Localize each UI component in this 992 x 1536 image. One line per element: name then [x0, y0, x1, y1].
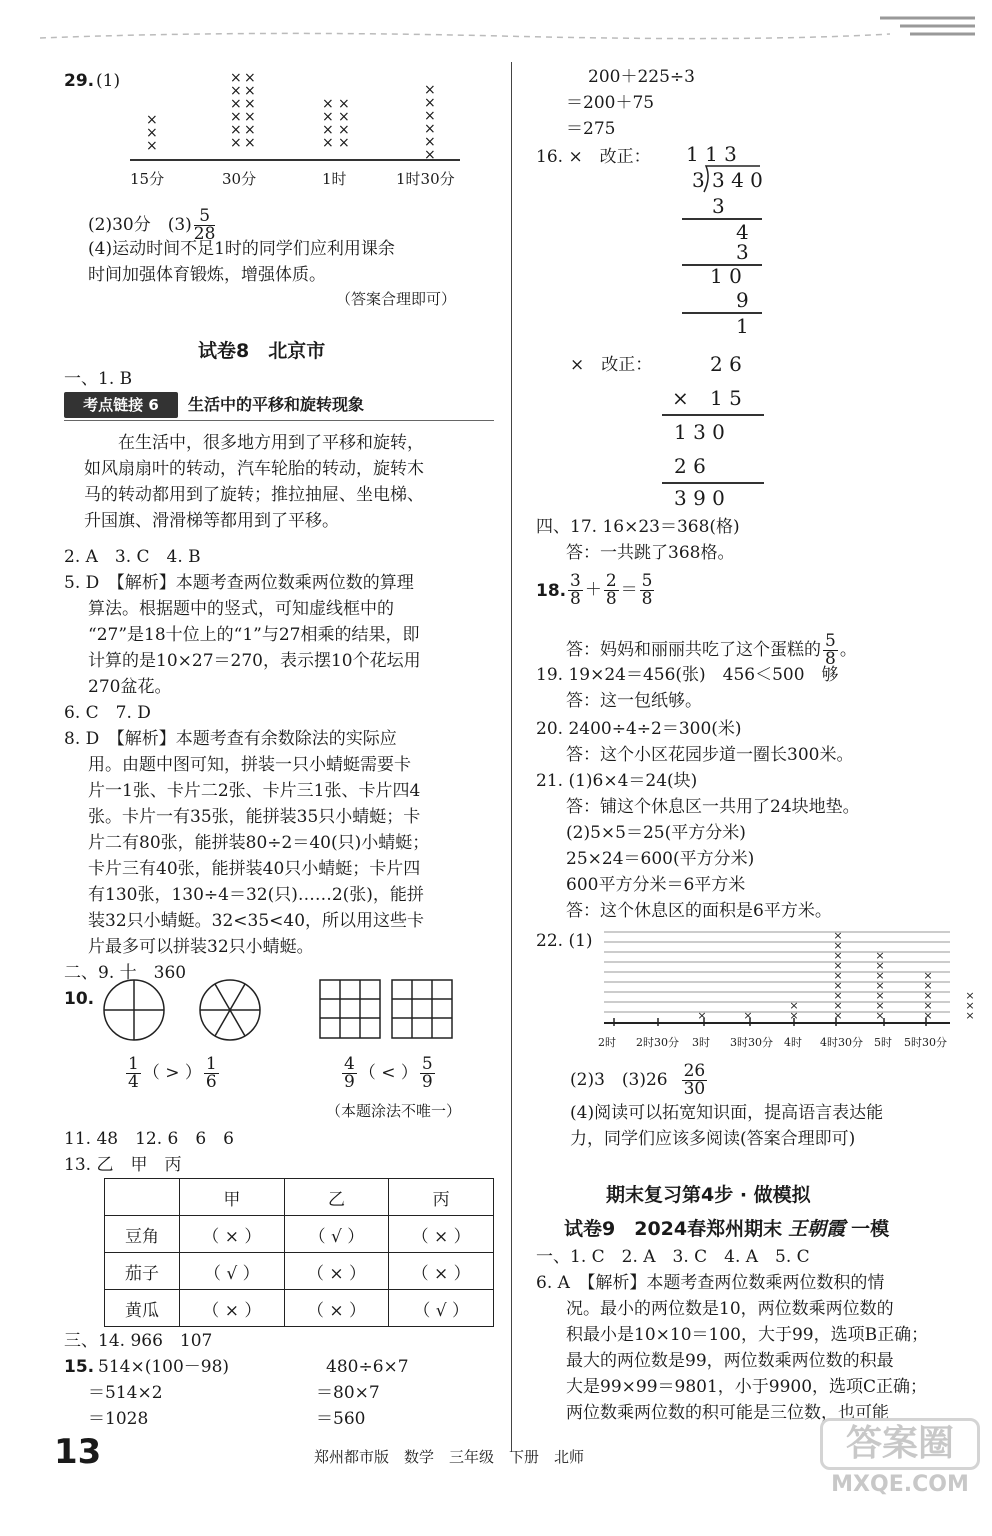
- q22-axis-labels: [598, 1034, 958, 1050]
- mul-a: 2 6: [710, 352, 742, 376]
- q13-cell: （ × ）: [284, 1253, 389, 1290]
- div-divisor: 3: [692, 168, 705, 192]
- q21-line-3: (2)5×5＝25(平方分米): [566, 823, 746, 843]
- q22-mark: ×: [875, 979, 885, 992]
- q22-mark: ×: [743, 1009, 753, 1022]
- q29-part2-text: (2)30分 (3): [88, 215, 192, 235]
- q22-axis-label: 2时: [598, 1036, 616, 1049]
- q22-part4-line1: (4)阅读可以拓宽知识面，提高语言表达能: [570, 1103, 884, 1123]
- q22-mark: ×: [833, 939, 843, 952]
- q13-row: [105, 1216, 494, 1253]
- q21-line-2: 答：铺这个休息区一共用了24块地垫。: [566, 797, 860, 817]
- q10-c2-a: [342, 1056, 357, 1091]
- div-step-1: 3: [712, 194, 725, 218]
- div-step-6: 1: [736, 314, 749, 338]
- exam9-suffix: 一模: [851, 1218, 890, 1240]
- q17-answer: 答：一共跳了368格。: [566, 543, 735, 563]
- kp-line-3: 马的转动都用到了旋转；推拉抽屉、坐电梯、: [84, 485, 424, 505]
- q22-mark: ×: [833, 959, 843, 972]
- q8-line-4: 张。卡片一有35张，能拼装35只小蜻蜓；卡: [88, 807, 421, 827]
- mul-b: 1 5: [710, 386, 742, 410]
- q13-cell: （ × ）: [180, 1216, 285, 1253]
- q22-axis-label: 3时30分: [730, 1036, 773, 1049]
- q22-dot-plot: [604, 926, 975, 1030]
- q15-a-3: ＝1028: [88, 1409, 149, 1429]
- mul-result: 3 9 0: [674, 486, 725, 510]
- q13-row: [105, 1253, 494, 1290]
- q13-cell: （ × ）: [389, 1253, 494, 1290]
- q29-part1: (1): [96, 71, 121, 91]
- q22-mark: ×: [875, 969, 885, 982]
- q29-mark: × × × × × ×: [230, 70, 242, 151]
- q8-line-8: 装32只小蜻蜓。32<35<40，所以用这些卡: [88, 911, 425, 931]
- q15-b-1: 480÷6×7: [326, 1357, 409, 1377]
- q18-c-n: 5: [641, 571, 653, 591]
- q21-line-4: 25×24＝600(平方分米): [566, 849, 755, 869]
- q18-b-d: 8: [605, 589, 617, 609]
- q22-mark: ×: [833, 969, 843, 982]
- kp-line-2: 如风扇扇叶的转动，汽车轮胎的转动，旋转木: [84, 459, 424, 479]
- q15-a-1: 514×(100－98): [98, 1357, 230, 1377]
- q22-mark: ×: [923, 999, 933, 1012]
- q5-line-4: 计算的是10×27＝270，表示摆10个花坛用: [88, 651, 421, 671]
- q18-answer-frac-d: 8: [825, 649, 836, 669]
- q22-mark: ×: [923, 989, 933, 1002]
- q22-frac-n: 26: [683, 1061, 706, 1081]
- div-step-5: 9: [736, 288, 749, 312]
- q22-mark: ×: [875, 959, 885, 972]
- q29-axis-1h: 1时: [322, 170, 347, 188]
- q22-axis-label: 4时: [784, 1036, 802, 1049]
- q29-frac-n: 5: [194, 208, 216, 226]
- q13-cell: （ × ）: [180, 1290, 285, 1327]
- q10-c1-a-d: 4: [128, 1072, 139, 1092]
- q18-a-n: 3: [570, 571, 581, 591]
- watermark-text: 答案圈: [820, 1418, 980, 1470]
- q16-x2: × 改正：: [570, 355, 653, 375]
- q22-svg: [604, 926, 975, 1030]
- kp-tag: 考点链接 6: [64, 392, 178, 418]
- q22-axis-label: 4时30分: [820, 1036, 863, 1049]
- q22-mark: ×: [789, 1009, 799, 1022]
- q22-mark: ×: [965, 989, 975, 1002]
- q22-mark: ×: [875, 989, 885, 1002]
- mul-line: [662, 482, 764, 484]
- exam9-brand: 王朝霞: [788, 1218, 846, 1240]
- mul-line: [662, 414, 764, 416]
- q21-line-5: 600平方分米＝6平方米: [566, 875, 746, 895]
- q1-answer: 一、1. B: [64, 369, 133, 389]
- q10-c1-a-n: 1: [128, 1054, 139, 1074]
- q15-b-2: ＝80×7: [316, 1383, 380, 1403]
- div-line: [682, 218, 762, 220]
- r-q6-line-6: 两位数乘两位数的积可能是三位数，也可能: [566, 1403, 889, 1423]
- r-q6-line-3: 积最小是10×10＝100，大于99，选项B正确；: [566, 1325, 929, 1345]
- q10-c2-b: [420, 1056, 435, 1091]
- q16-label: 16. × 改正：: [536, 147, 651, 167]
- q29-frac-d: 28: [193, 224, 216, 244]
- header-wave: [0, 0, 992, 48]
- q8-line-7: 有130张，130÷4＝32(只)……2(张)，能拼: [88, 885, 424, 905]
- q29-axis-line: [130, 159, 460, 161]
- q19: 19. 19×24＝456(张) 456＜500 够: [536, 665, 839, 685]
- q22-mark: ×: [833, 949, 843, 962]
- q22-mark: ×: [833, 989, 843, 1002]
- q18-answer-end: 。: [839, 640, 857, 660]
- footer-info: 郑州都市版 数学 三年级 下册 北师: [314, 1448, 585, 1466]
- q29-part4-line1: (4)运动时间不足1时的同学们应利用课余: [88, 239, 395, 259]
- q22-axis-label: 2时30分: [636, 1036, 679, 1049]
- q13-row: [105, 1290, 494, 1327]
- q19-answer: 答：这一包纸够。: [566, 691, 702, 711]
- q10-grids: [318, 978, 468, 1040]
- q8-line-1: 8. D 【解析】本题考查有余数除法的实际应: [64, 729, 397, 749]
- q10-compare-1: [124, 1056, 221, 1091]
- watermark-url: MXQE.COM: [831, 1472, 969, 1497]
- q22-mark: ×: [923, 979, 933, 992]
- q10-c1-b-n: 1: [205, 1054, 217, 1074]
- q29-mark: × × × × × ×: [244, 70, 256, 151]
- column-divider: [511, 62, 512, 1452]
- q10-c1-b-d: 6: [205, 1072, 217, 1092]
- q13-col-head: 丙: [389, 1179, 494, 1216]
- q20: 20. 2400÷4÷2＝300(米): [536, 719, 742, 739]
- q22-mark: ×: [789, 999, 799, 1012]
- q10-c1-b: [204, 1056, 219, 1091]
- kp-underline: [64, 420, 494, 421]
- q22-mark: ×: [875, 949, 885, 962]
- q22-axis-label: 5时: [874, 1036, 892, 1049]
- q18-c-d: 8: [641, 589, 653, 609]
- q10-c1-a: [126, 1056, 141, 1091]
- q22-axis-label: 5时30分: [904, 1036, 947, 1049]
- q6-7-answers: 6. C 7. D: [64, 703, 151, 723]
- q10-label: 10.: [64, 989, 95, 1009]
- q11-12-answers: 11. 48 12. 6 6 6: [64, 1129, 234, 1149]
- q20-answer: 答：这个小区花园步道一圈长300米。: [566, 745, 854, 765]
- q22-mark: ×: [833, 1009, 843, 1022]
- q13-col-head: 甲: [180, 1179, 285, 1216]
- review-title: 期末复习第4步 · 做模拟: [606, 1184, 811, 1206]
- q18-a-d: 8: [570, 589, 581, 609]
- kp-line-4: 升国旗、滑滑梯等都用到了平移。: [84, 511, 339, 531]
- page-number: 13: [54, 1432, 102, 1472]
- q13-row-name: 茄子: [105, 1253, 180, 1290]
- q13-table: [104, 1178, 494, 1327]
- q22-mark: ×: [833, 999, 843, 1012]
- q2-4-answers: 2. A 3. C 4. B: [64, 547, 201, 567]
- exam9-title: [564, 1214, 889, 1241]
- q18-answer-frac-n: 5: [825, 631, 836, 651]
- div-dividend: 3 4 0: [712, 168, 763, 192]
- r-q6-line-5: 大是99×99＝9801，小于9900，选项C正确；: [566, 1377, 928, 1397]
- top-calc-3: ＝275: [566, 119, 616, 139]
- q18-b-n: 2: [605, 571, 617, 591]
- r-q6-line-1: 6. A 【解析】本题考查两位数乘两位数积的情: [536, 1273, 885, 1293]
- q13-header-row: [105, 1179, 494, 1216]
- q8-line-3: 片一1张、卡片二2张、卡片三1张、卡片四4: [88, 781, 421, 801]
- watermark: [820, 1418, 980, 1518]
- mul-p2: 2 6: [674, 454, 706, 478]
- exam9-title-text: 试卷9 2024春郑州期末: [564, 1218, 783, 1240]
- q14-answer: 三、14. 966 107: [64, 1331, 213, 1351]
- div-line: [682, 312, 762, 314]
- q15-b-3: ＝560: [316, 1409, 366, 1429]
- q22-mark: ×: [833, 929, 843, 942]
- q22-frac-d: 30: [683, 1079, 706, 1099]
- div-quotient: 1 1 3: [686, 142, 737, 166]
- q13-row-name: 黄瓜: [105, 1290, 180, 1327]
- q22-mark: ×: [697, 1009, 707, 1022]
- q18-plus: ＋: [584, 580, 602, 600]
- q21-line-6: 答：这个休息区的面积是6平方米。: [566, 901, 832, 921]
- q29-mark: × × × × × ×: [424, 82, 436, 163]
- q22-part4-line2: 力，同学们应该多阅读(答案合理即可): [570, 1129, 856, 1149]
- q29-note: （答案合理即可）: [336, 290, 457, 308]
- q22-mark: ×: [875, 1009, 885, 1022]
- q10-circles: [100, 976, 280, 1046]
- q22-mark: ×: [875, 999, 885, 1012]
- q29-axis-15: 15分: [130, 170, 165, 188]
- q10-compare-2: [340, 1056, 437, 1091]
- q29-axis-30: 30分: [222, 170, 257, 188]
- q29-part4-line2: 时间加强体育锻炼，增强体质。: [88, 265, 326, 285]
- q9-answer: 二、9. 十 360: [64, 963, 187, 983]
- q13-cell: （ × ）: [389, 1216, 494, 1253]
- q22-label: 22. (1): [536, 931, 593, 951]
- q10-note: （本题涂法不唯一）: [326, 1102, 462, 1120]
- div-step-2: 4: [736, 220, 749, 244]
- q22-frac: [682, 1063, 708, 1098]
- q13-cell: （ √ ）: [180, 1253, 285, 1290]
- q13-cell: （ √ ）: [389, 1290, 494, 1327]
- q29-label: 29.: [64, 71, 95, 91]
- q18-expr: [566, 570, 656, 610]
- q18-c: [640, 573, 655, 608]
- mul-p1: 1 3 0: [674, 420, 725, 444]
- q10-c2-b-d: 9: [421, 1072, 433, 1092]
- q10-c2-op: （ < ）: [358, 1063, 418, 1083]
- q18-answer-frac: [823, 633, 838, 668]
- q10-c1-op: （ > ）: [142, 1063, 202, 1083]
- r-q6-line-2: 况。最小的两位数是10，两位数乘两位数的: [566, 1299, 894, 1319]
- q13-col-head: 乙: [284, 1179, 389, 1216]
- r-q6-line-4: 最大的两位数是99，两位数乘两位数的积最: [566, 1351, 894, 1371]
- kp-title: 生活中的平移和旋转现象: [188, 395, 365, 414]
- q21-line-1: 21. (1)6×4＝24(块): [536, 771, 698, 791]
- q18-b: [604, 573, 619, 608]
- q29-mark: × × × ×: [338, 96, 350, 151]
- q8-line-9: 片最多可以拼装32只小蜻蜓。: [88, 937, 314, 957]
- r-q1-5: 一、1. C 2. A 3. C 4. A 5. C: [536, 1247, 810, 1267]
- q13-cell: （ √ ）: [284, 1216, 389, 1253]
- q10-c2-a-n: 4: [344, 1054, 355, 1074]
- q17: 四、17. 16×23＝368(格): [536, 517, 740, 537]
- q13-line: 13. 乙 甲 丙: [64, 1155, 182, 1175]
- q18-a: [568, 573, 583, 608]
- q29-mark: × × × ×: [322, 96, 334, 151]
- q8-line-5: 片二有80张，能拼装80÷2＝40(只)小蜻蜓；: [88, 833, 430, 853]
- kp-line-1: 在生活中，很多地方用到了平移和旋转，: [118, 433, 424, 453]
- q29-mark: × × ×: [146, 112, 158, 154]
- q22-part2-3: [570, 1060, 709, 1100]
- q5-line-2: 算法。根据题中的竖式，可知虚线框中的: [88, 599, 394, 619]
- q22-mark: ×: [965, 999, 975, 1012]
- q22-mark: ×: [923, 1009, 933, 1022]
- top-calc-2: ＝200＋75: [566, 93, 655, 113]
- q15-a-2: ＝514×2: [88, 1383, 163, 1403]
- q13-corner: [105, 1179, 180, 1216]
- top-calc-1: 200＋225÷3: [588, 67, 695, 87]
- q10-c2-b-n: 5: [421, 1054, 433, 1074]
- q22-part2-text: (2)3 (3)26: [570, 1070, 668, 1090]
- div-step-3: 3: [736, 240, 749, 264]
- q5-line-1: 5. D 【解析】本题考查两位数乘两位数的算理: [64, 573, 414, 593]
- q22-mark: ×: [923, 969, 933, 982]
- div-step-4: 1 0: [710, 264, 742, 288]
- q18-eq: ＝: [620, 580, 638, 600]
- q5-line-3: “27”是18十位上的“1”与27相乘的结果，即: [88, 625, 420, 645]
- q18-label: 18.: [536, 581, 567, 601]
- mul-op: ×: [672, 386, 689, 410]
- q10-c2-a-d: 9: [344, 1072, 355, 1092]
- q22-axis-label: 3时: [692, 1036, 710, 1049]
- q13-cell: （ × ）: [284, 1290, 389, 1327]
- q18-answer-text: 答：妈妈和丽丽共吃了这个蛋糕的: [566, 640, 821, 660]
- q22-mark: ×: [965, 1009, 975, 1022]
- exam8-title: 试卷8 北京市: [198, 340, 326, 362]
- q29-axis-1h30: 1时30分: [396, 170, 455, 188]
- q8-line-6: 卡片三有40张，能拼装40只小蜻蜓；卡片四: [88, 859, 421, 879]
- q15-label: 15.: [64, 1357, 95, 1377]
- q22-mark: ×: [833, 979, 843, 992]
- q8-line-2: 用。由题中图可知，拼装一只小蜻蜓需要卡: [88, 755, 411, 775]
- q13-row-name: 豆角: [105, 1216, 180, 1253]
- q5-line-5: 270盆花。: [88, 677, 172, 697]
